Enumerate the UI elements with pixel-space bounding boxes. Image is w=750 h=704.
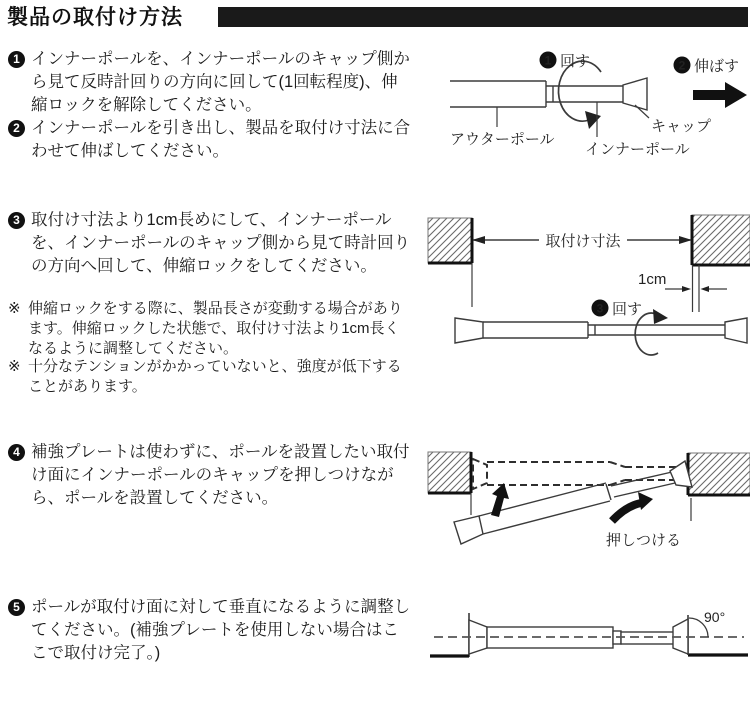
extend-label: 伸ばす (694, 58, 740, 75)
step-1-badge-number: 1 (544, 53, 552, 68)
step-2 (8, 117, 412, 163)
step-3-badge-number: 3 (596, 301, 604, 316)
turn-label: 回す (612, 301, 643, 318)
angle-label: 90° (704, 609, 726, 625)
lift-arrow-icon (491, 483, 509, 517)
note-2 (8, 357, 408, 397)
step-1 (8, 48, 412, 117)
inner-pole-label: インナーポール (585, 141, 690, 158)
note-1 (8, 299, 408, 359)
pole-cap-right (725, 318, 747, 343)
push-label: 押しつける (606, 532, 682, 549)
pole-cap-left (455, 318, 483, 343)
step-1-number: 1 (8, 51, 25, 68)
outer-pole-label: アウターポール (450, 131, 555, 148)
note-1-text: 伸縮ロックをする際に、製品長さが変動する場合があります。伸縮ロックした状態で、取付け寸法より1cm長くなるように調整してください。 (28, 300, 403, 357)
page-title: 製品の取付け方法 (7, 6, 183, 29)
gap-arrowhead-right (701, 286, 710, 292)
note-2-text: 十分なテンションがかかっていないと、強度が低下することがあります。 (28, 358, 402, 395)
left-wall-hatch (428, 218, 472, 263)
step-2-badge-number: 2 (678, 58, 686, 73)
cap-label: キャップ (651, 118, 712, 135)
step-3-number: 3 (8, 212, 25, 229)
extend-arrow-icon (693, 82, 747, 108)
step-5-text: ポールが取付け面に対して垂直になるように調整してください。(補強プレートを使用しない場合はここで取付け完了。) (31, 598, 411, 662)
target-cap-outline (473, 459, 487, 489)
diagram-perpendicular (428, 580, 750, 704)
right-wall-hatch (688, 453, 750, 495)
step-4-text: 補強プレートは使わずに、ポールを設置したい取付け面にインナーポールのキャップを押しつけながら、ポールを設置してください。 (31, 443, 410, 507)
rotation-arrowhead-icon (653, 309, 668, 324)
rotation-arrowhead-icon (585, 111, 601, 129)
dimension-label: 取付け寸法 (545, 233, 621, 250)
inner-pole (621, 632, 675, 644)
step-3-text: 取付け寸法より1cm長めにして、インナーポールを、インナーポールのキャップ側から見て時計回りの方向へ回して、伸縮ロックをしてください。 (31, 211, 411, 275)
right-wall-hatch (692, 215, 750, 265)
target-pole-outline (487, 462, 680, 485)
step-3 (8, 209, 412, 278)
gap-label: 1cm (638, 271, 667, 288)
outer-pole (450, 81, 546, 107)
dimension-arrowhead-right (679, 236, 692, 244)
dimension-arrowhead-left (472, 236, 485, 244)
step-4 (8, 441, 412, 510)
turn-label: 回す (560, 53, 591, 70)
step-4-number: 4 (8, 444, 25, 461)
note-2-marker: ※ (8, 358, 21, 375)
left-wall-hatch (428, 452, 471, 493)
outer-pole (483, 322, 588, 338)
diagram-extend-pole (420, 45, 750, 165)
note-1-marker: ※ (8, 300, 21, 317)
step-5 (8, 596, 412, 665)
gap-arrowhead-left (682, 286, 691, 292)
step-2-number: 2 (8, 120, 25, 137)
pole-cap-left (454, 516, 483, 544)
inner-pole (588, 325, 725, 335)
title-bar-rule (218, 7, 748, 27)
push-arrow-icon (612, 503, 641, 521)
diagram-dimension-lock (425, 205, 750, 370)
diagram-press-install (420, 437, 750, 577)
step-5-number: 5 (8, 599, 25, 616)
inner-pole (546, 86, 623, 102)
step-1-text: インナーポールを、インナーポールのキャップ側から見て反時計回りの方向に回して(1回転程度)、伸縮ロックを解除してください。 (31, 50, 410, 114)
push-arrowhead-icon (638, 492, 653, 510)
inner-pole (611, 472, 675, 497)
step-2-text: インナーポールを引き出し、製品を取付け寸法に合わせて伸ばしてください。 (31, 119, 411, 160)
rotation-arrow-icon (559, 61, 601, 121)
